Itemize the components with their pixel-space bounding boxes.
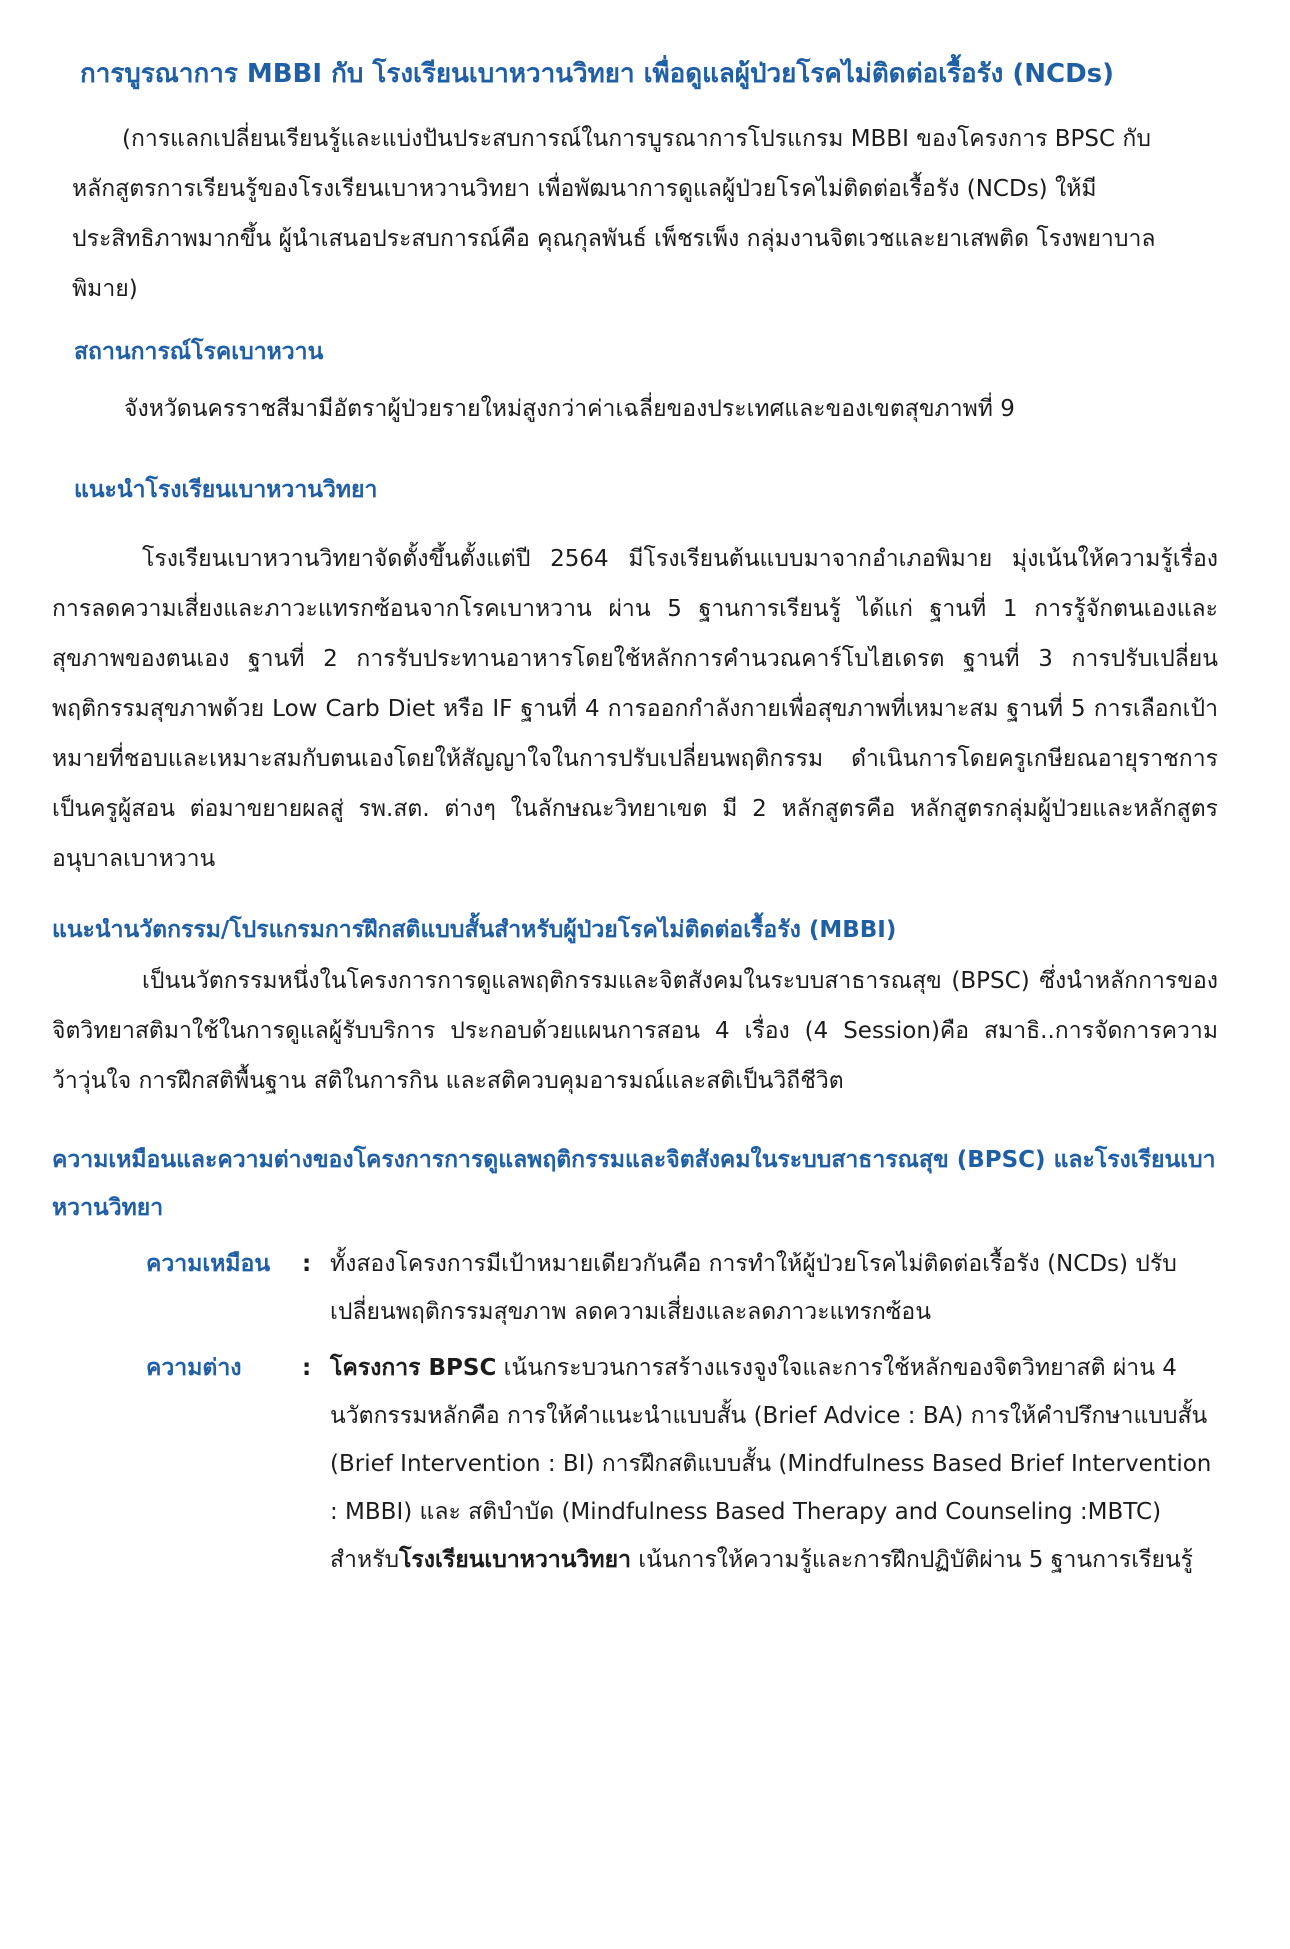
- compare-heading: ความเหมือนและความต่างของโครงการการดูแลพฤติกรรมและจิตสังคมในระบบสาธารณสุข (BPSC) และโรงเรียนเบาหวานวิทยา: [52, 1147, 1216, 1221]
- school-heading: แนะนำโรงเรียนเบาหวานวิทยา: [74, 477, 378, 503]
- similarity-label: ความเหมือน: [146, 1251, 271, 1277]
- school-bold-label: โรงเรียนเบาหวานวิทยา: [399, 1547, 631, 1573]
- difference-colon: :: [302, 1355, 312, 1381]
- difference-text-part1: เน้นกระบวนการสร้างแรงจูงใจและการใช้หลักของจิตวิทยาสติ ผ่าน 4 นวัตกรรมหลักคือ การให้คำแนะนำแบบสั้น (Brief Advice : BA) การให้คำปรึกษาแบบสั้น (Brief Intervention : BI) การฝึกสติแบบสั้น (Mindfulness Based Brief Intervention : MBBI) และ สติบำบัด (Mindfulness Based Therapy and Counseling :MBTC) สำหรับ: [330, 1355, 1212, 1573]
- difference-text-part2: เน้นการให้ความรู้และการฝึกปฏิบัติผ่าน 5 ฐานการเรียนรู้: [631, 1547, 1194, 1573]
- section-mbbi: [52, 910, 1218, 1106]
- situation-text: [74, 384, 1218, 434]
- mbbi-text: [52, 956, 1218, 1106]
- mbbi-heading: แนะนำนวัตกรรม/โปรแกรมการฝึกสติแบบสั้นสำหรับผู้ป่วยโรคไม่ติดต่อเรื้อรัง (MBBI): [52, 917, 897, 943]
- intro-text: (การแลกเปลี่ยนเรียนรู้และแบ่งปันประสบการณ์ในการบูรณาการโปรแกรม MBBI ของโครงการ BPSC กับหลักสูตรการเรียนรู้ของโรงเรียนเบาหวานวิทยา เพื่อพัฒนาการดูแลผู้ป่วยโรคไม่ติดต่อเรื้อรัง (NCDs) ให้มีประสิทธิภาพมากขึ้น ผู้นำเสนอประสบการณ์คือ คุณกุลพันธ์ เพ็ชรเพ็ง กลุ่มงานจิตเวชและยาเสพติด โรงพยาบาลพิมาย): [72, 126, 1156, 302]
- difference-text: [330, 1344, 1218, 1584]
- similarity-colon: :: [302, 1251, 312, 1277]
- section-school: [74, 470, 1218, 510]
- similarity-text: ทั้งสองโครงการมีเป้าหมายเดียวกันคือ การทำให้ผู้ป่วยโรคไม่ติดต่อเรื้อรัง (NCDs) ปรับเปลี่ยนพฤติกรรมสุขภาพ ลดความเสี่ยงและลดภาวะแทรกซ้อน: [330, 1251, 1177, 1325]
- difference-label: ความต่าง: [146, 1355, 242, 1381]
- situation-text-content: จังหวัดนครราชสีมามีอัตราผู้ป่วยรายใหม่สูงกว่าค่าเฉลี่ยของประเทศและของเขตสุขภาพที่ 9: [124, 396, 1015, 422]
- school-text: [52, 534, 1218, 884]
- difference-row: [146, 1344, 1218, 1584]
- similarity-row: [146, 1240, 1218, 1336]
- situation-heading: สถานการณ์โรคเบาหวาน: [74, 339, 324, 365]
- intro-paragraph: [72, 114, 1218, 314]
- section-situation: [74, 332, 1218, 434]
- mbbi-text-content: เป็นนวัตกรรมหนึ่งในโครงการการดูแลพฤติกรรมและจิตสังคมในระบบสาธารณสุข (BPSC) ซึ่งนำหลักการของจิตวิทยาสติมาใช้ในการดูแลผู้รับบริการ ประกอบด้วยแผนการสอน 4 เรื่อง (4 Session)คือ สมาธิ..การจัดการความว้าวุ่นใจ การฝึกสติพื้นฐาน สติในการกิน และสติควบคุมอารมณ์และสติเป็นวิถีชีวิต: [52, 968, 1218, 1094]
- document-title: การบูรณาการ MBBI กับ โรงเรียนเบาหวานวิทยา เพื่อดูแลผู้ป่วยโรคไม่ติดต่อเรื้อรัง (NCDs): [80, 59, 1115, 89]
- bpsc-bold-label: โครงการ BPSC: [330, 1355, 497, 1381]
- section-compare: [52, 1136, 1218, 1584]
- school-text-content: โรงเรียนเบาหวานวิทยาจัดตั้งขึ้นตั้งแต่ปี 2564 มีโรงเรียนต้นแบบมาจากอำเภอพิมาย มุ่งเน้นให้ความรู้เรื่องการลดความเสี่ยงและภาวะแทรกซ้อนจากโรคเบาหวาน ผ่าน 5 ฐานการเรียนรู้ ได้แก่ ฐานที่ 1 การรู้จักตนเองและสุขภาพของตนเอง ฐานที่ 2 การรับประทานอาหารโดยใช้หลักการคำนวณคาร์โบไฮเดรต ฐานที่ 3 การปรับเปลี่ยนพฤติกรรมสุขภาพด้วย Low Carb Diet หรือ IF ฐานที่ 4 การออกกำลังกายเพื่อสุขภาพที่เหมาะสม ฐานที่ 5 การเลือกเป้าหมายที่ชอบและเหมาะสมกับตนเองโดยให้สัญญาใจในการปรับเปลี่ยนพฤติกรรม ดำเนินการโดยครูเกษียณอายุราชการเป็นครูผู้สอน ต่อมาขยายผลสู่ รพ.สต. ต่างๆ ในลักษณะวิทยาเขต มี 2 หลักสูตรคือ หลักสูตรกลุ่มผู้ป่วยและหลักสูตรอนุบาลเบาหวาน: [52, 546, 1218, 872]
